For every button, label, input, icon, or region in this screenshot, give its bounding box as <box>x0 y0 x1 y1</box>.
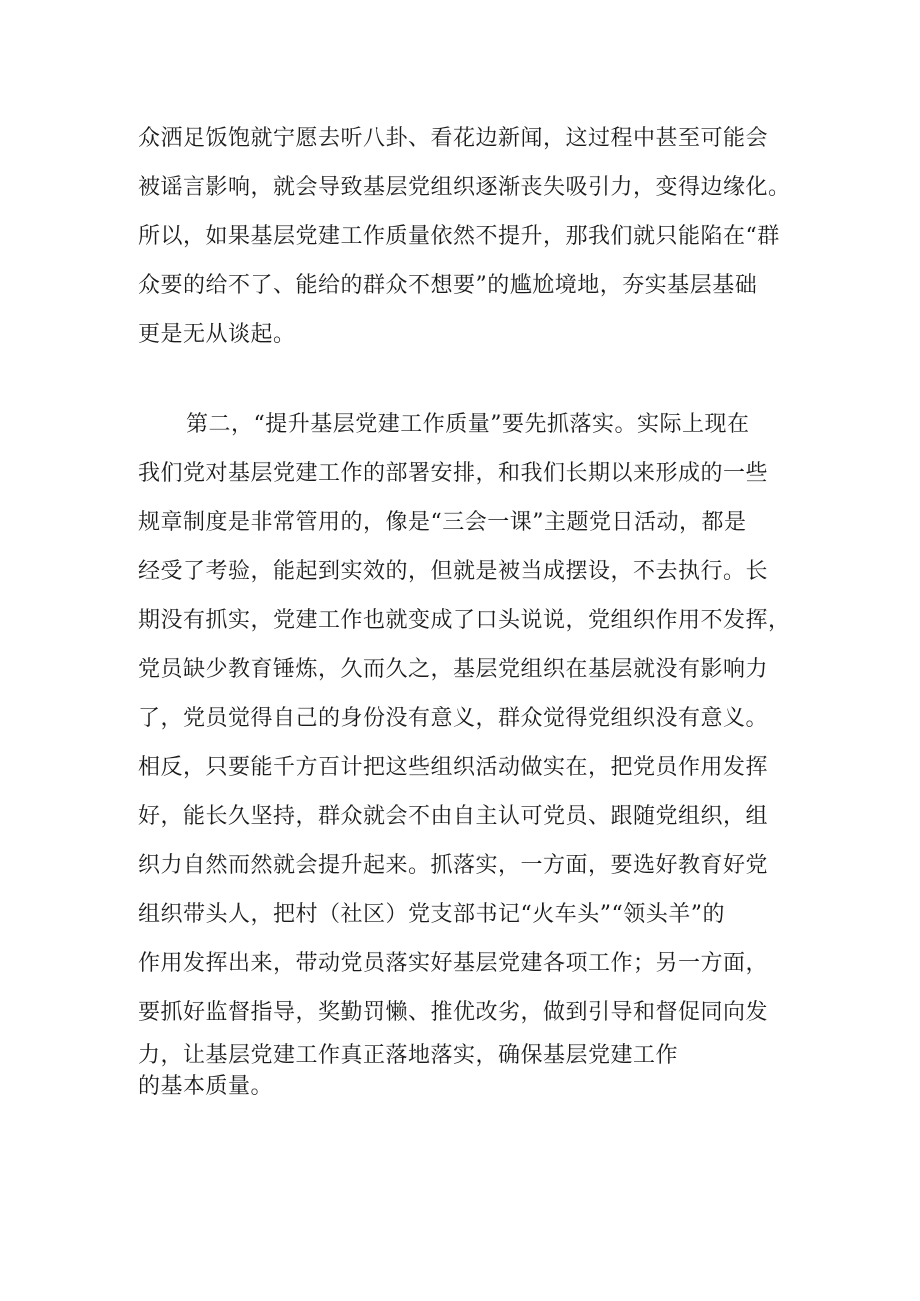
paragraph-2-line-12: 作用发挥出来，带动党员落实好基层党建各项工作；另一方面， <box>138 951 769 976</box>
paragraph-1-line-1: 众洒足饭饱就宁愿去听八卦、看花边新闻，这过程中甚至可能会 <box>138 126 769 151</box>
paragraph-2-line-14: 力，让基层党建工作真正落地落实，确保基层党建工作 <box>138 1043 679 1068</box>
paragraph-2-line-4: 经受了考验，能起到实效的，但就是被当成摆设，不去执行。长 <box>138 559 769 584</box>
paragraph-2-line-15: 的基本质量。 <box>138 1074 274 1099</box>
paragraph-1-line-4: 众要的给不了、能给的群众不想要”的尴尬境地，夯实基层基础 <box>138 273 758 298</box>
paragraph-2-line-3: 规章制度是非常管用的，像是“三会一课”主题党日活动，都是 <box>138 510 747 535</box>
paragraph-2-line-10: 织力自然而然就会提升起来。抓落实，一方面，要选好教育好党 <box>138 853 769 878</box>
paragraph-2-line-6: 党员缺少教育锤炼，久而久之，基层党组织在基层就没有影响力 <box>138 657 769 682</box>
paragraph-1-line-3: 所以，如果基层党建工作质量依然不提升，那我们就只能陷在“群 <box>138 224 780 249</box>
paragraph-1-line-5: 更是无从谈起。 <box>138 322 296 347</box>
paragraph-2-line-2: 我们党对基层党建工作的部署安排，和我们长期以来形成的一些 <box>138 461 769 486</box>
paragraph-2-line-9: 好，能长久坚持，群众就会不由自主认可党员、跟随党组织，组 <box>138 804 769 829</box>
paragraph-2-line-8: 相反，只要能千方百计把这些组织活动做实在，把党员作用发挥 <box>138 755 769 780</box>
paragraph-2-line-13: 要抓好监督指导，奖勤罚懒、推优改劣，做到引导和督促同向发 <box>138 1000 769 1025</box>
paragraph-1-line-2: 被谣言影响，就会导致基层党组织逐渐丧失吸引力，变得边缘化。 <box>138 175 791 200</box>
paragraph-2-line-1: 第二，“提升基层党建工作质量”要先抓落实。实际上现在 <box>186 412 750 437</box>
paragraph-2-line-5: 期没有抓实，党建工作也就变成了口头说说，党组织作用不发挥， <box>138 608 791 633</box>
paragraph-2-line-11: 组织带头人，把村（社区）党支部书记“火车头”“领头羊”的 <box>138 902 725 927</box>
paragraph-2-line-7: 了，党员觉得自己的身份没有意义，群众觉得党组织没有意义。 <box>138 706 769 731</box>
